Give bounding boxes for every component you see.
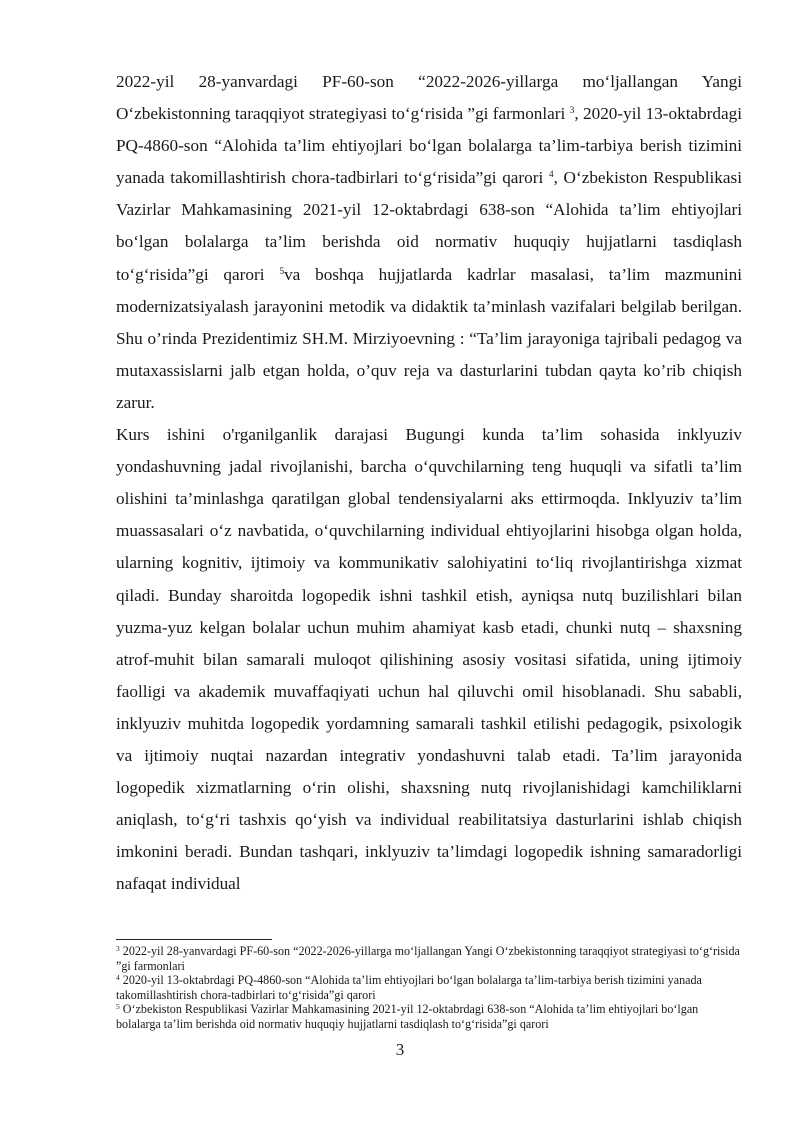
paragraph-1 [116,66,742,419]
page-number: 3 [395,1040,405,1059]
paragraph-2 [116,419,742,900]
text-segment: Kurs ishini o'rganilganlik darajasi Bugungi kunda ta’lim sohasida inklyuziv yondashuvning jadal rivojlanishi, barcha o‘quvchilarning teng huquqli va sifatli ta’lim olishini ta’minlashga qaratilgan global tendensiyalarni aks ettirmoqda. Inklyuziv ta’lim muassasalari o‘z navbatida, o‘quvchilarning individual ehtiyojlarini hisobga olgan holda, ularning kognitiv, ijtimoiy va kommunikativ salohiyatini to‘liq rivojlantirishga xizmat qiladi. Bunday sharoitda logopedik ishni tashkil etish, ayniqsa nutq buzilishlari bilan yuzma-yuz kelgan bolalar uchun muhim ahamiyat kasb etadi, chunki nutq – shaxsning atrof-muhit bilan samarali muloqot qilishining asosiy vositasi sifatida, uning ijtimoiy faolligi va akademik muvaffaqiyati uchun hal qiluvchi omil hisoblanadi. Shu sababli, inklyuziv muhitda logopedik yordamning samarali tashkil etilishi pedagogik, psixologik va ijtimoiy nuqtai nazardan integrativ yondashuvni talab etadi. Ta’lim jarayonida logopedik xizmatlarning o‘rin olishi, shaxsning nutq rivojlanishidagi kamchiliklarni aniqlash, to‘g‘ri tashxis qo‘yish va individual reabilitatsiya dasturlarini ishlab chiqish imkonini beradi. Bundan tashqari, inklyuziv ta’limdagi logopedik ishning samaradorligi nafaqat individual [116,425,742,894]
text-segment: , 2020-yil 13-oktabrdagi PQ-4860-son “Alohida ta’lim ehtiyojlari bo‘lgan bolalarga ta’lim-tarbiya berish tizimini yanada takomillashtirish chora-tadbirlari to‘g‘risida”gi qarori [116,104,743,188]
footnote-text: 2020-yil 13-oktabrdagi PQ-4860-son “Alohida ta’lim ehtiyojlari bo‘lgan bolalarga ta’lim-tarbiya berish tizimini yanada takomillashtirish chora-tadbirlari to‘g‘risida”gi qarori [116,973,702,1002]
footnote-text: O‘zbekiston Respublikasi Vazirlar Mahkamasining 2021-yil 12-oktabrdagi 638-son “Alohida ta’lim ehtiyojlari bo‘lgan bolalarga ta’lim berishda oid normativ huquqiy hujjatlarni tasdiqlash to‘g‘risida”gi qarori [116,1002,699,1031]
footnote-number: 3 [116,944,120,953]
footnotes [116,944,742,1032]
footnote-number: 5 [116,1002,120,1012]
text-segment: , O‘zbekiston Respublikasi Vazirlar Mahkamasining 2021-yil 12-oktabrdagi 638-son “Alohida ta’lim ehtiyojlari bo‘lgan bolalarga ta’lim berishda oid normativ huquqiy hujjatlarni tasdiqlash to‘g‘risida”gi qarori [116,168,742,284]
footnote-separator [116,939,272,940]
footnote-4 [116,973,742,1002]
footnote-ref-4[interactable]: 4 [548,170,554,181]
footnote-number: 4 [116,973,120,983]
footnote-5 [116,1002,742,1031]
footnote-ref-5[interactable]: 5 [279,266,285,277]
footnote-text: 2022-yil 28-yanvardagi PF-60-son “2022-2026-yillarga mo‘ljallangan Yangi O‘zbekistonning taraqqiyot strategiyasi to‘g‘risida ”gi farmonlari [116,944,740,973]
text-segment: va boshqa hujjatlarda kadrlar masalasi, ta’lim mazmunini modernizatsiyalash jarayonini metodik va didaktik ta’minlash vazifalari belgilab berilgan. Shu o’rinda Prezidentimiz SH.M. Mirziyoevning : “Ta’lim jarayoniga tajribali pedagog va mutaxassislarni jalb etgan holda, o’quv reja va dasturlarini tubdan qayta ko’rib chiqish zarur. [116,264,742,412]
footnote-3 [116,944,742,973]
body-text [116,66,742,900]
document-page [116,66,742,900]
text-segment: 2022-yil 28-yanvardagi PF-60-son “2022-2026-yillarga mo‘ljallangan Yangi O‘zbekistonning taraqqiyot strategiyasi to‘g‘risida ”gi farmonlari [116,72,742,124]
footnote-ref-3[interactable]: 3 [569,106,575,117]
